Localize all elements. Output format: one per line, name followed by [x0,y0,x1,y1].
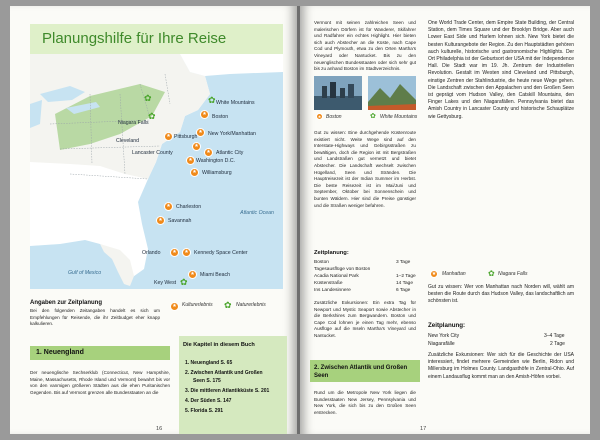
map-label-new-york: New York/Manhattan [208,131,256,137]
col2-nature-icon: ✿ [488,269,495,278]
map-label-boston: Boston [212,114,229,120]
map-label-washington: Washington D.C. [196,158,236,164]
zusatz2-text: Zusätzliche Exkursionen: Wer sich für die Geschichte der USA interessiert, findet mehrere Gemeinden wie Berlin, Ridon und Millersburg im Holmes County. Landgasthöfe in Zentral-Ohio. Auf einem Landausflug kommt man an den Amish-Höfen vorbei. [428,352,574,380]
legend-nature-icon: ✿ [224,300,232,310]
pittsburgh-culture-icon: ★ [164,132,173,141]
orlando-culture-icon: ★ [170,248,179,257]
niagara-falls-nature-icon: ✿ [144,93,152,103]
map-label-kennedy: Kennedy Space Center [194,250,248,256]
chapter-box-heading: Die Kapitel in diesem Buch [183,342,255,348]
map-label-atlantic-city: Atlantic City [216,150,244,156]
boston-photo [314,76,362,110]
planning-heading: Angaben zur Zeitplanung [30,300,102,306]
new-york-culture-icon: ★ [196,128,205,137]
chapter-box [179,336,287,434]
page-number-right: 17 [420,426,427,432]
chapter-item: 3. Die mittleren Atlantikküste S. 201 [185,388,270,394]
section-text: Der neuenglische Sechserklub (Connecticut, New Hampshire, Maine, Massachusetts, Rhode Island und Vermont) bewahrt bis vor von den vanmigen größeren Städten aus die ehen Puritanischen Gegenden. Bis auf Vermont grenzen alle Bundesstaaten an die [30,370,170,395]
caption-niagara: Niagara Falls [498,271,528,277]
map-label-williamsburg: Williamsburg [202,170,232,176]
map-label-gulf: Gulf of Mexico [68,270,102,276]
zeitplanung2-row-value: 3–4 Tage [544,333,565,339]
zeitplanung2-row-label: New York City [428,333,460,339]
page-number-left: 16 [156,426,163,432]
caption-white-mountains: White Mountains [380,114,418,120]
zeitplanung-row-value: 3 Tage [396,260,411,265]
section-heading: 1. Neuengland [36,349,84,356]
col2-tip: Gut zu wissen: Wer von Manhattan nach Norden will, wählt am besten die Route durch das Hudson Valley, das landschaftlich am schönsten ist. [428,284,574,304]
col2-text: One World Trade Center, dem Empire State Building, der Central Station, dem Times Square und der Brooklyn Bridge. Aber auch Lower East Side und Harlem lohnen sich. New York bietet die besten Kulturangebote der Region. Zu den Hauptstädten gehören auch kulturelle, historische und gastronomische Highlights. Der Ort Philadelphia ist der Geburtsort der USA mit der Independence Hall. Die Stadt war im 19. Jh. Zentrum der Industriellen Revolution. Gestalt im Westen sind Cleveland und Pittsburgh, einstige Zentren der Stahlindustrie, die heute neue Wege gehen. Die Landschaft zwischen den Appalachen und den Großen Seen ist geprägt vom Hudson Valley, den Catskill Mountains, den Finger Lakes und den Niagarafällen. Pennsylvania bietet das Amish Country in Lancaster County und historische Schauplätze wie Gettysburg. [428,20,574,120]
zeitplanung2-heading: Zeitplanung: [428,322,466,329]
zeitplanung-heading: Zeitplanung: [314,250,349,256]
caption-boston: Boston [326,114,342,120]
map-label-pittsburgh: Pittsburgh [174,134,198,140]
white-mountains-photo [368,76,416,110]
map-label-niagara: Niagara Falls [118,120,149,126]
zeitplanung-row-label: Acadia National Park [314,274,359,279]
kennedy-culture-icon: ★ [182,248,191,257]
zeitplanung2-row-value: 2 Tage [550,341,565,347]
caption-manhattan: Manhattan [442,271,466,277]
boston-skyline-image [314,76,362,110]
planning-map-box [30,24,283,289]
atlantic-city-culture-icon: ★ [204,148,213,157]
zeitplanung-row-label: Boston [314,260,329,265]
planning-text: Bei den folgenden Zeitangaben handelt es sich um Empfehlungen für Reisende, die ihr Zeitbudget eher knapp kalkulieren. [30,308,160,327]
white-mountains-nature-icon: ✿ [208,95,216,105]
col2-culture-icon: ★ [431,271,437,277]
map-label-ocean: Atlantic Ocean [240,210,274,216]
chapter-item: 4. Der Süden S. 147 [185,398,232,404]
map-label-savannah: Savannah [168,218,192,224]
caption-culture-icon: ★ [317,114,322,119]
zeitplanung-row-value: 14 Tage [396,281,413,286]
section2-text: Rund um die Metropole New York liegen die Bundesstaaten New Jersey, Pennsylvania und New York, die sich bis zu den Großen Seen erstrecken. [314,390,416,415]
key-west-nature-icon: ✿ [180,277,188,287]
boston-area-nature-icon: ✿ [148,111,156,121]
zeitplanung-row-label: Ins Landesinnere [314,288,351,293]
williamsburg-culture-icon: ★ [190,168,199,177]
col1-body-text: Gut zu wissen: Eine durchgehende Küstenroute existiert nicht. Weite Wege sind auf den Interstate-Highways und Gebirgsstraßen zu bewältigen, doch die Region ist mit Bergstraßen und Landstraßen gut vernetzt und bietet Abstecher. Die Landschaft wechselt zwischen Hügelland, Seen und Stränden. Die Hauptreisezeit ist der Indian Summer im Herbst. Die beste Reisezeit ist im Mai/Juni und September, Oktober bei Sonnenschein und bunten Wäldern. Hier sind die Preise günstiger und die Straßen weniger befahren. [314,130,416,208]
right-page [300,6,590,434]
chapter-item: 2. Zwischen Atlantik und Großen [185,370,263,376]
map-label-cleveland: Cleveland [116,138,140,144]
col1-top-text: Vermont mit seinen zahlreichen Seen und malerischen Dörfern ist für Wanderer, Skifahrer und Radfahrer ein echtes Highlight. Hier bieten sich auch Abstecher an die Küste, nach Cape Cod und Plymouth, etwa zu den Orten Martha's Vineyard oder Nantucket. Bis zu den neuenglischen Bundesstaaten oder sich sehr gut bis zu anhand Boston im Stadtverzeichnis. [314,20,416,72]
lancaster-culture-icon: ★ [192,142,201,151]
zeitplanung-row-label: Tagesausflüge von Boston [314,267,371,272]
miami-culture-icon: ★ [188,270,197,279]
section2-heading: 2. Zwischen Atlantik und Großen Seen [314,365,408,379]
map-label-charleston: Charleston [176,204,202,210]
savannah-culture-icon: ★ [156,216,165,225]
zeitplanung-row-value: 6 Tage [396,288,411,293]
mountains-image [368,76,416,110]
chapter-item: 1. Neuengland S. 65 [185,360,233,366]
zusatz-text: Zusätzliche Exkursionen: Ein extra Tag für Newport und Mystic Seaport sowie Abstecher in die Berkshires zum Bergwandern. Boston und Cape Cod lohnen je einen Tag mehr, ebenso Ausflüge auf die Inseln Martha's Vineyard und Nantucket. [314,300,416,338]
map-label-lancaster: Lancaster County [132,150,173,156]
legend-nature-label: Naturerlebnis [236,302,266,308]
charleston-culture-icon: ★ [164,202,173,211]
map-label-orlando: Orlando [142,250,161,256]
washington-culture-icon: ★ [186,156,195,165]
chapter-item: Seen S. 175 [193,378,221,384]
legend-culture-label: Kulturerlebnis [182,302,213,308]
chapter-item: 5. Florida S. 291 [185,408,224,414]
boston-culture-icon: ★ [200,110,209,119]
zeitplanung-row-label: Küstenstraße [314,281,343,286]
caption-nature-icon: ✿ [370,113,376,120]
map-label-key-west: Key West [154,280,177,286]
map-label-white-mountains: White Mountains [216,100,255,106]
map-label-miami: Miami Beach [200,272,230,278]
left-page [10,6,297,434]
legend-culture-icon: ★ [170,302,179,311]
map-title: Planungshilfe für Ihre Reise [42,30,227,47]
zeitplanung2-row-label: Niagarafälle [428,341,455,347]
zeitplanung-row-value: 1–2 Tage [396,274,416,279]
